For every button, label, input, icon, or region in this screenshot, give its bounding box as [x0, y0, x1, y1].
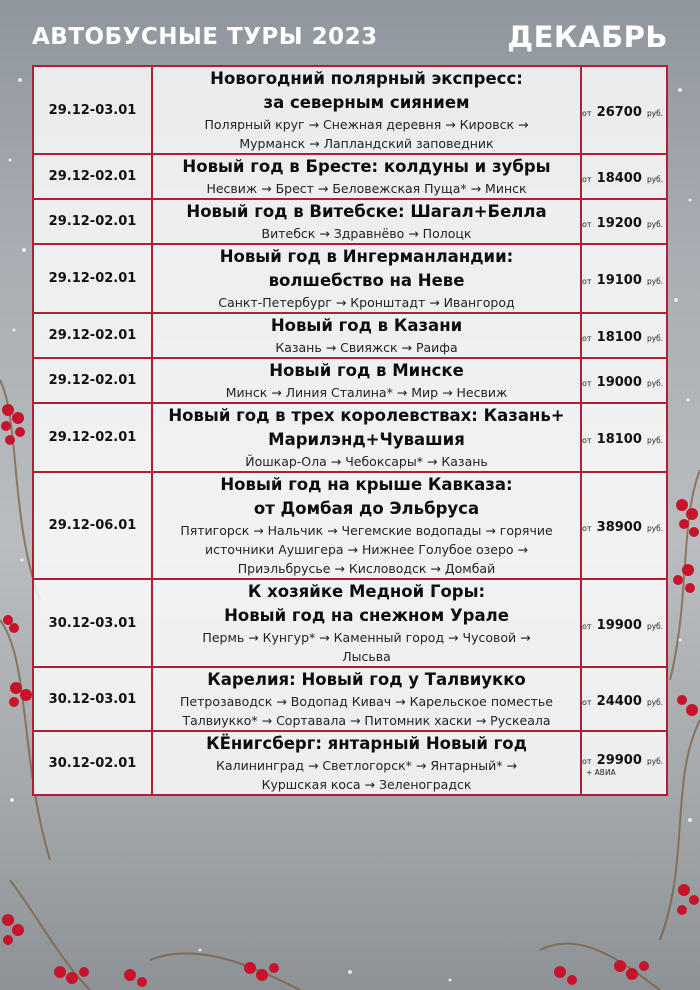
- tour-title: Новый год в Бресте: колдуны и зубры: [182, 157, 551, 176]
- tour-title: Карелия: Новый год у Талвиукко: [207, 670, 526, 689]
- tour-route: Куршская коса → Зеленоградск: [261, 777, 472, 792]
- tour-info: [152, 358, 581, 403]
- tour-info: [152, 154, 581, 199]
- tour-route: Петрозаводск → Водопад Кивач → Карельское поместье: [180, 694, 553, 709]
- tour-route: Калининград → Светлогорск* → Янтарный* →: [216, 758, 517, 773]
- tour-row: [33, 313, 667, 358]
- tour-price: [581, 358, 667, 403]
- tour-price: [581, 403, 667, 472]
- price-prefix: от: [582, 697, 592, 707]
- price-prefix: от: [582, 379, 592, 388]
- tour-route: Несвиж → Брест → Беловежская Пуща* → Минск: [206, 181, 527, 196]
- tour-row: [33, 244, 667, 313]
- tour-title: Новый год в трех королевствах: Казань+: [168, 406, 565, 425]
- price-currency: руб.: [646, 524, 664, 533]
- tour-route: Санкт-Петербург → Кронштадт → Ивангород: [218, 295, 515, 310]
- tour-row: [33, 472, 667, 579]
- price-currency: руб.: [646, 108, 664, 118]
- price-value: 18100: [596, 330, 642, 345]
- price-currency: руб.: [646, 220, 664, 229]
- page-title: АВТОБУСНЫЕ ТУРЫ 2023: [32, 24, 378, 50]
- tour-row: [33, 358, 667, 403]
- tour-row: [33, 579, 667, 667]
- tour-title: Новый год в Ингерманландии:: [219, 247, 514, 266]
- tour-dates: 29.12-03.01: [33, 66, 152, 154]
- tour-route: Полярный круг → Снежная деревня → Кировск →: [204, 117, 529, 132]
- tours-table: [32, 65, 668, 796]
- tour-title: волшебство на Неве: [268, 271, 465, 290]
- tour-title: КЁнигсберг: янтарный Новый год: [206, 734, 527, 753]
- price-prefix: от: [582, 334, 592, 343]
- tour-info: [152, 579, 581, 667]
- price-currency: руб.: [646, 175, 664, 184]
- tour-route: Талвиукко* → Сортавала → Питомник хаски → Рускеала: [182, 713, 551, 728]
- tour-price: [581, 667, 667, 731]
- tour-info: [152, 731, 581, 795]
- tour-route: Пятигорск → Нальчик → Чегемские водопады → горячие: [180, 523, 553, 538]
- tour-route: источники Аушигера → Нижнее Голубое озеро →: [204, 542, 529, 557]
- price-prefix: от: [582, 524, 592, 533]
- tour-title: К хозяйке Медной Горы:: [247, 582, 486, 601]
- tour-info: [152, 472, 581, 579]
- page-header: [0, 0, 700, 64]
- price-prefix: от: [582, 757, 592, 766]
- tour-route: Мурманск → Лапландский заповедник: [239, 136, 494, 151]
- tour-row: [33, 731, 667, 795]
- tour-dates: 29.12-02.01: [33, 154, 152, 199]
- tour-row: [33, 667, 667, 731]
- tour-route: Пермь → Кунгур* → Каменный город → Чусовой →: [202, 630, 531, 645]
- tour-dates: 29.12-02.01: [33, 244, 152, 313]
- tour-row: [33, 199, 667, 244]
- tour-dates: 29.12-02.01: [33, 358, 152, 403]
- price-value: 38900: [596, 520, 642, 535]
- price-prefix: от: [582, 277, 592, 286]
- tour-route: Лысьва: [342, 649, 391, 664]
- tour-dates: 29.12-02.01: [33, 403, 152, 472]
- price-value: 19900: [596, 617, 642, 633]
- tour-info: [152, 313, 581, 358]
- tour-price: [581, 66, 667, 154]
- price-value: 19200: [596, 216, 642, 231]
- tour-info: [152, 244, 581, 313]
- tour-title: за северным сиянием: [263, 93, 470, 112]
- month-label: ДЕКАБРЬ: [507, 20, 668, 54]
- price-prefix: от: [582, 621, 592, 631]
- price-value: 24400: [596, 693, 642, 709]
- tour-info: [152, 199, 581, 244]
- tour-title: Новый год на снежном Урале: [224, 606, 509, 625]
- tour-route: Приэльбрусье → Кисловодск → Домбай: [237, 561, 496, 576]
- price-currency: руб.: [646, 757, 664, 766]
- price-value: 19100: [596, 273, 642, 288]
- price-currency: руб.: [646, 334, 664, 343]
- tour-price: [581, 731, 667, 795]
- tour-price: [581, 472, 667, 579]
- price-value: 18400: [596, 171, 642, 186]
- price-currency: руб.: [646, 379, 664, 388]
- tour-info: [152, 667, 581, 731]
- tour-price: [581, 579, 667, 667]
- tour-info: [152, 66, 581, 154]
- tour-title: Новый год в Казани: [270, 316, 463, 335]
- price-prefix: от: [582, 220, 592, 229]
- tour-title: Марилэнд+Чувашия: [268, 430, 465, 449]
- tour-title: Новый год в Витебске: Шагал+Белла: [186, 202, 547, 221]
- tour-price: [581, 154, 667, 199]
- tour-row: [33, 66, 667, 154]
- price-value: 29900: [596, 753, 642, 768]
- tour-title: Новогодний полярный экспресс:: [210, 69, 523, 88]
- tour-title: Новый год на крыше Кавказа:: [220, 475, 513, 494]
- tour-info: [152, 403, 581, 472]
- tour-title: от Домбая до Эльбруса: [253, 499, 480, 518]
- tour-title: Новый год в Минске: [269, 361, 464, 380]
- tour-price: [581, 313, 667, 358]
- tour-route: Витебск → Здравнёво → Полоцк: [261, 226, 472, 241]
- tour-price: [581, 199, 667, 244]
- price-currency: руб.: [646, 697, 664, 707]
- price-value: 18100: [596, 432, 642, 447]
- tour-dates: 29.12-02.01: [33, 199, 152, 244]
- price-currency: руб.: [646, 436, 664, 445]
- tour-route: Казань → Свияжск → Раифа: [275, 340, 458, 355]
- price-currency: руб.: [646, 277, 664, 286]
- tour-row: [33, 403, 667, 472]
- tour-dates: 29.12-06.01: [33, 472, 152, 579]
- tour-dates: 30.12-03.01: [33, 667, 152, 731]
- price-value: 19000: [596, 375, 642, 390]
- price-note: + АВИА: [586, 768, 616, 777]
- tour-route: Минск → Линия Сталина* → Мир → Несвиж: [225, 385, 508, 400]
- tour-dates: 30.12-03.01: [33, 579, 152, 667]
- price-prefix: от: [582, 108, 592, 118]
- price-prefix: от: [582, 175, 592, 184]
- tour-dates: 29.12-02.01: [33, 313, 152, 358]
- price-value: 26700: [596, 104, 642, 120]
- tour-route: Йошкар-Ола → Чебоксары* → Казань: [245, 454, 488, 469]
- price-currency: руб.: [646, 621, 664, 631]
- price-prefix: от: [582, 436, 592, 445]
- tour-price: [581, 244, 667, 313]
- tour-row: [33, 154, 667, 199]
- tour-dates: 30.12-02.01: [33, 731, 152, 795]
